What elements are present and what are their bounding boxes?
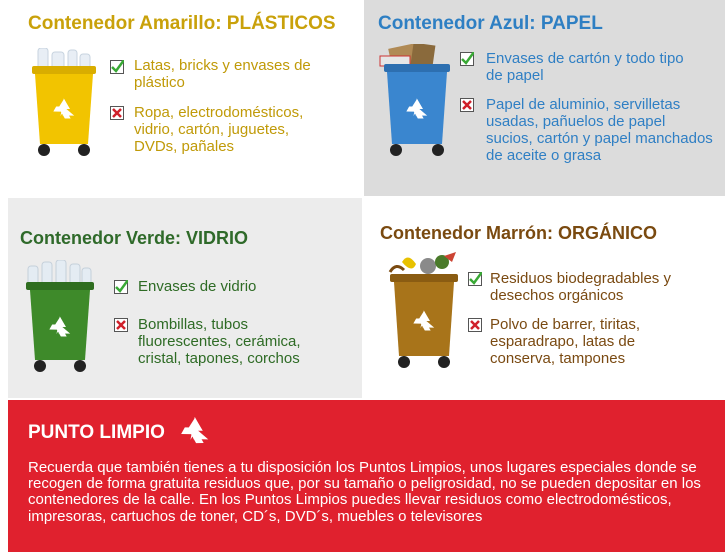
check-icon <box>460 52 474 66</box>
blue-accepted-text: Envases de cartón y todo tipo de papel <box>486 50 684 84</box>
check-icon <box>114 280 128 294</box>
check-icon <box>110 60 124 74</box>
panel-brown-container <box>364 198 725 398</box>
blue-bin-icon <box>376 44 456 158</box>
green-title: Contenedor Verde: VIDRIO <box>20 228 249 248</box>
green-bin-icon <box>18 260 102 374</box>
brown-title: Contenedor Marrón: ORGÁNICO <box>380 223 657 243</box>
check-icon <box>468 272 482 286</box>
cross-icon <box>114 318 128 332</box>
yellow-accepted-text: Latas, bricks y envases de plástico <box>134 57 311 91</box>
panel-yellow-container <box>8 0 362 196</box>
panel-green-container <box>8 198 362 398</box>
blue-rejected-text: Papel de aluminio, servilletas usadas, pañuelos de papel sucios, cartón y papel manchados de aceite o grasa <box>486 96 713 164</box>
punto-limpio-title: PUNTO LIMPIO <box>28 422 165 443</box>
yellow-bin-icon <box>24 48 104 158</box>
brown-accepted-text: Residuos biodegradables y desechos orgánicos <box>490 270 671 304</box>
panel-blue-container <box>364 0 725 196</box>
cross-icon <box>110 106 124 120</box>
punto-limpio-panel <box>8 400 725 552</box>
cross-icon <box>460 98 474 112</box>
green-rejected-text: Bombillas, tubos fluorescentes, cerámica, cristal, tapones, corchos <box>138 316 301 367</box>
recycle-icon <box>178 416 212 448</box>
cross-icon <box>468 318 482 332</box>
blue-title: Contenedor Azul: PAPEL <box>378 13 603 34</box>
punto-limpio-text: Recuerda que también tienes a tu disposición los Puntos Limpios, unos lugares especiales donde se recogen de forma gratuita residuos que, por su tamaño o peligrosidad, no se pueden depositar en los contenedores de la calle. En los Puntos Limpios puedes llevar residuos como electrodomésticos, impresoras, cartuchos de toner, CD´s, DVD´s, muebles o televisores <box>28 459 701 525</box>
brown-bin-icon <box>382 252 466 372</box>
yellow-title: Contenedor Amarillo: PLÁSTICOS <box>28 13 336 34</box>
green-accepted-text: Envases de vidrio <box>138 278 257 295</box>
brown-rejected-text: Polvo de barrer, tiritas, esparadrapo, latas de conserva, tampones <box>490 316 641 367</box>
yellow-rejected-text: Ropa, electrodomésticos, vidrio, cartón, juguetes, DVDs, pañales <box>134 104 304 155</box>
